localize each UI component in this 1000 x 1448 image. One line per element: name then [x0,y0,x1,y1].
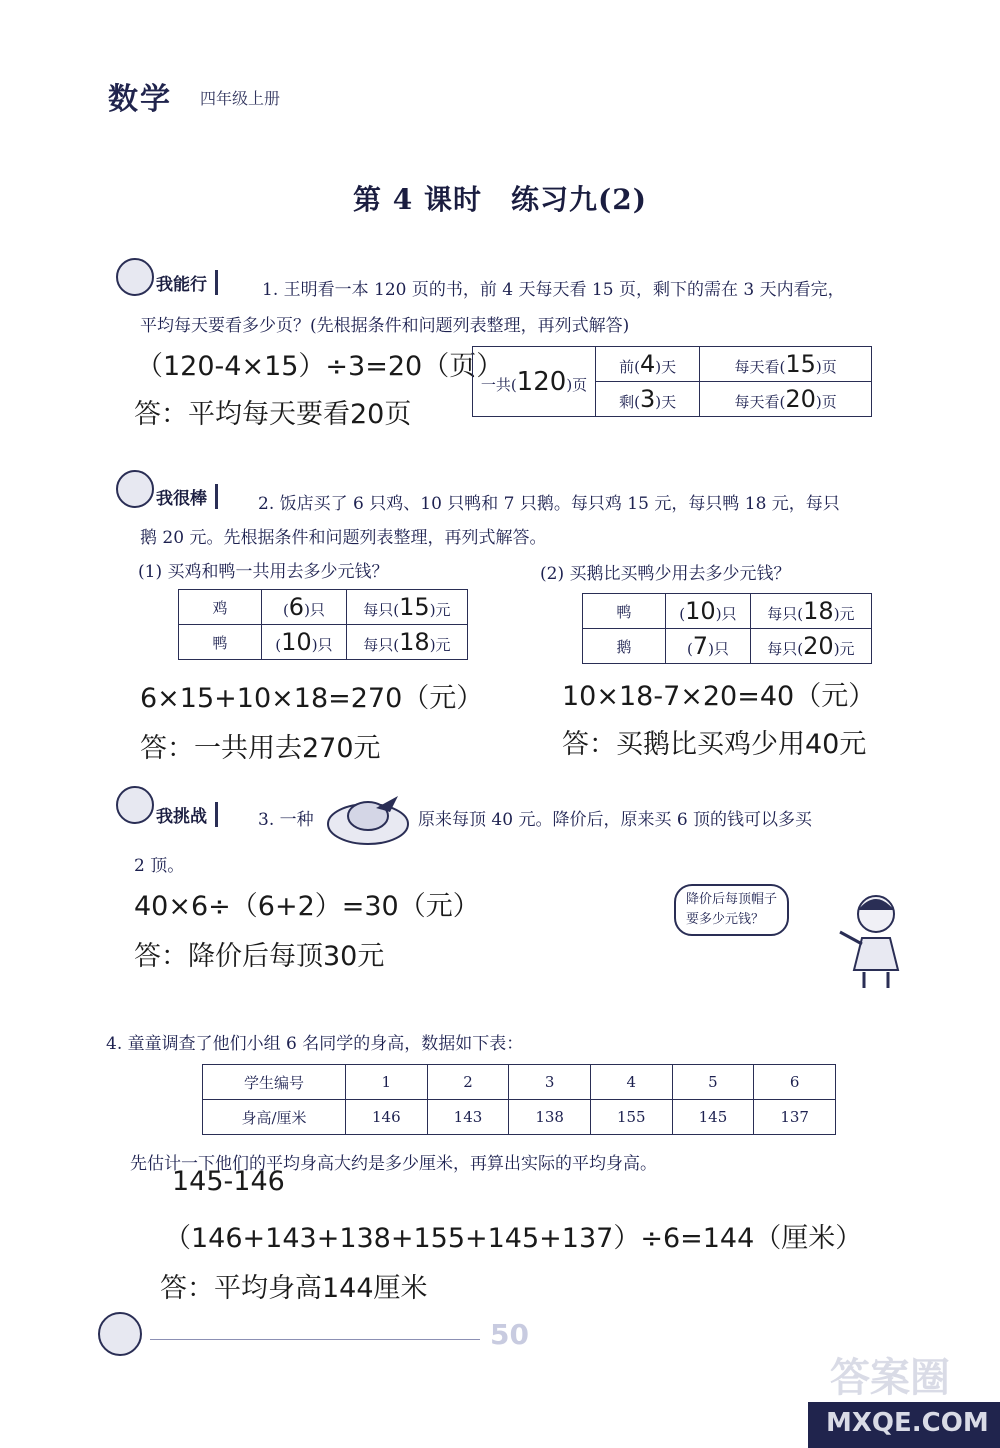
watermark-url: MXQE.COM [826,1408,989,1438]
t1-r2-paren: ( [275,636,282,654]
q1-r2-pages-pre: 每天看( [734,393,786,411]
t2-r1-only: )只 [715,605,737,623]
mascot-icon [116,258,154,296]
t2-r1-each: 每只( [767,605,804,623]
t1-r1-price [346,590,467,625]
q2-sub1: (1) 买鸡和鸭一共用去多少元钱？ [138,562,389,582]
q4-estimate: 145-146 [172,1166,285,1197]
q3-line2: 2 顶。 [134,856,185,876]
q1-r1-pages-pre: 每天看( [734,358,786,376]
q4-id: 2 [427,1065,509,1100]
q4-id: 1 [346,1065,428,1100]
tag-i-can: 我能行 [150,270,218,295]
q3-answer-expression: 40×6÷（6+2）=30（元） [134,891,480,922]
q1-r1-pages-value: 15 [785,350,816,378]
q1-r1-pages-suf: )页 [815,358,837,376]
bubble-line1: 降价后每顶帽子 [686,892,778,907]
t2-r2-only: )只 [708,640,729,658]
q1-r2-pages-suf: )页 [815,393,837,411]
q1-r1-days-suf: )天 [655,358,677,376]
q4-answer-expression: （146+143+138+155+145+137）÷6=144（厘米） [164,1223,863,1254]
q1-r2-pages-value: 20 [785,385,816,413]
t2-r1-yuan: )元 [833,605,855,623]
q1-total-value: 120 [516,366,567,397]
t1-r1-yuan: )元 [429,601,451,619]
q4-height: 138 [509,1100,591,1135]
footer-mascot-icon [98,1312,142,1356]
q2-answer2-expression: 10×18-7×20=40（元） [562,681,876,712]
tag-great: 我很棒 [150,484,218,509]
q1-total-suffix: )页 [566,375,588,394]
q3-line1b: 原来每顶 40 元。降价后，原来买 6 顶的钱可以多买 [418,810,813,830]
mascot-icon [116,470,154,508]
t2-r1-price [750,594,871,629]
t1-r2-only: )只 [311,636,333,654]
page-title: 第 4 课时 练习九(2) [353,183,647,216]
t2-r2-count [666,629,751,664]
q4-head-label: 学生编号 [203,1065,346,1100]
q2-answer1-text: 答：一共用去270元 [140,733,381,764]
footer-divider [150,1339,480,1340]
mascot-icon [116,786,154,824]
t2-r1-count [666,594,751,629]
q4-height: 145 [672,1100,754,1135]
q4-answer-text: 答：平均身高144厘米 [160,1273,428,1304]
q1-line2: 平均每天要看多少页？(先根据条件和问题列表整理，再列式解答) [140,316,630,336]
t2-r1-price-value: 18 [803,597,834,625]
q4-height: 146 [346,1100,428,1135]
t2-r2-price [750,629,871,664]
t2-r2-paren: ( [686,640,693,658]
q1-r2-pages [700,382,872,417]
t1-r2-price [346,625,467,660]
q2-sub2: (2) 买鹅比买鸭少用去多少元钱？ [540,564,791,584]
q4-height: 143 [427,1100,509,1135]
q4-height: 155 [590,1100,672,1135]
t1-r1-only: )只 [304,601,325,619]
q4-id: 5 [672,1065,754,1100]
speech-bubble [674,884,789,936]
t1-r1-name: 鸡 [179,590,262,625]
q2-answer2-text: 答：买鹅比买鸡少用40元 [562,729,867,760]
t2-r1-paren: ( [679,605,686,623]
q1-answer-text: 答：平均每天要看20页 [134,399,412,430]
q4-id: 3 [509,1065,591,1100]
t1-r1-each: 每只( [363,601,400,619]
q1-r1-days-value: 4 [640,350,656,378]
q4-line1: 4. 童童调查了他们小组 6 名同学的身高，数据如下表： [106,1034,524,1054]
watermark-logo: 答案圈 [830,1355,950,1401]
tag-challenge: 我挑战 [150,802,218,827]
t2-r2-name: 鹅 [583,629,666,664]
q1-r2-days-value: 3 [640,385,656,413]
q4-id: 6 [754,1065,836,1100]
t2-r2-each: 每只( [767,640,804,658]
t2-r2-yuan: )元 [833,640,855,658]
q1-r2-days-suf: )天 [655,393,677,411]
t1-r1-count-value: 6 [288,593,305,621]
q1-r1-days-pre: 前( [619,358,640,376]
subject-title: 数学 [108,82,172,117]
q3-answer-text: 答：降价后每顶30元 [134,941,385,972]
q1-r2-days [596,382,700,417]
t1-r2-count-value: 10 [281,628,312,656]
q1-line1: 1. 王明看一本 120 页的书，前 4 天每天看 15 页，剩下的需在 3 天内看完， [262,280,845,300]
q3-line1a: 3. 一种 [258,810,314,830]
bubble-line2: 要多少元钱？ [686,912,765,927]
t1-r2-each: 每只( [363,636,400,654]
hat-icon [326,786,410,848]
q1-answer-expression: （120-4×15）÷3=20（页） [136,351,504,382]
t1-r1-price-value: 15 [399,593,430,621]
q1-r2-days-pre: 剩( [619,393,640,411]
t2-r2-price-value: 20 [803,632,834,660]
q2-table-1 [178,589,468,660]
q4-row-label: 身高/厘米 [203,1100,346,1135]
t1-r2-yuan: )元 [429,636,451,654]
t1-r1-count [262,590,347,625]
q1-r1-days [596,347,700,382]
q1-r1-pages [700,347,872,382]
q1-total-cell [473,347,596,417]
t2-r1-count-value: 10 [685,597,716,625]
t2-r1-name: 鸭 [583,594,666,629]
q4-line2: 先估计一下他们的平均身高大约是多少厘米，再算出实际的平均身高。 [130,1154,657,1174]
page-number: 50 [490,1318,529,1351]
q4-table [202,1064,836,1135]
q1-table [472,346,872,417]
t1-r1-paren: ( [282,601,289,619]
t2-r2-count-value: 7 [692,632,709,660]
girl-figure-icon [836,888,916,998]
q4-height: 137 [754,1100,836,1135]
grade-label: 四年级上册 [200,89,281,108]
q2-line2: 鹅 20 元。先根据条件和问题列表整理，再列式解答。 [140,528,547,548]
q2-table-2 [582,593,872,664]
t1-r2-count [262,625,347,660]
q2-line1: 2. 饭店买了 6 只鸡、10 只鸭和 7 只鹅。每只鸡 15 元，每只鸭 18 元，每只 [258,494,840,514]
q4-id: 4 [590,1065,672,1100]
q2-answer1-expression: 6×15+10×18=270（元） [140,683,484,714]
t1-r2-price-value: 18 [399,628,430,656]
q1-total-prefix: 一共( [480,375,517,394]
t1-r2-name: 鸭 [179,625,262,660]
